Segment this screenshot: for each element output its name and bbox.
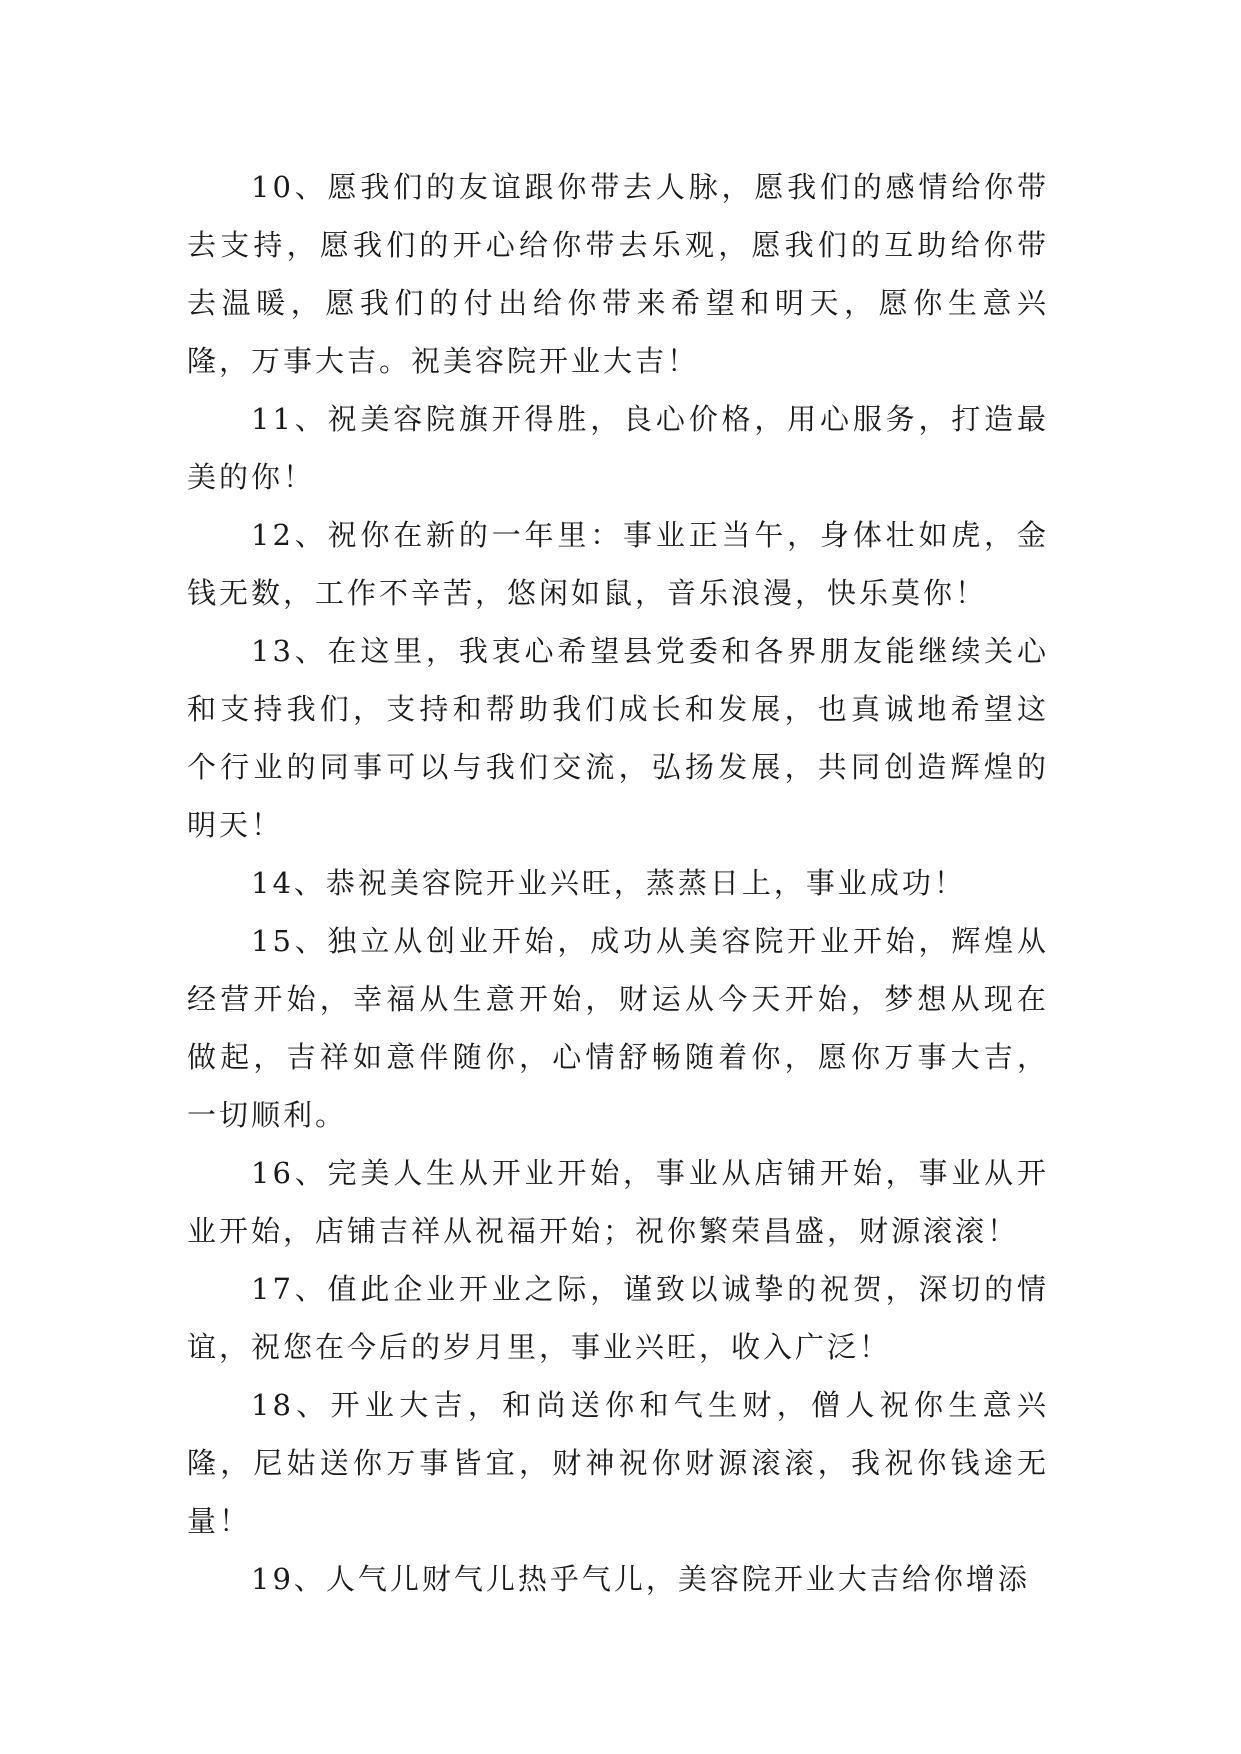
paragraph-10: 10、愿我们的友谊跟你带去人脉，愿我们的感情给你带去支持，愿我们的开心给你带去乐观，愿我们的互助给你带去温暖，愿我们的付出给你带来希望和明天，愿你生意兴隆，万事大吉。祝美容院开业大吉！ <box>187 170 1049 378</box>
paragraph-17: 17、值此企业开业之际，谨致以诚挚的祝贺，深切的情谊，祝您在今后的岁月里，事业兴旺，收入广泛！ <box>187 1272 1049 1364</box>
paragraph-13: 13、在这里，我衷心希望县党委和各界朋友能继续关心和支持我们，支持和帮助我们成长和发展，也真诚地希望这个行业的同事可以与我们交流，弘扬发展，共同创造辉煌的明天！ <box>187 634 1049 842</box>
paragraph-11: 11、祝美容院旗开得胜，良心价格，用心服务，打造最美的你！ <box>187 402 1049 494</box>
paragraph-12: 12、祝你在新的一年里：事业正当午，身体壮如虎，金钱无数，工作不辛苦，悠闲如鼠，音乐浪漫，快乐莫你！ <box>187 518 1049 610</box>
paragraph-15: 15、独立从创业开始，成功从美容院开业开始，辉煌从经营开始，幸福从生意开始，财运从今天开始，梦想从现在做起，吉祥如意伴随你，心情舒畅随着你，愿你万事大吉，一切顺利。 <box>187 924 1049 1132</box>
paragraph-14: 14、恭祝美容院开业兴旺，蒸蒸日上，事业成功！ <box>251 866 966 900</box>
paragraph-18: 18、开业大吉，和尚送你和气生财，僧人祝你生意兴隆，尼姑送你万事皆宜，财神祝你财源滚滚，我祝你钱途无量！ <box>187 1388 1049 1538</box>
paragraph-16: 16、完美人生从开业开始，事业从店铺开始，事业从开业开始，店铺吉祥从祝福开始；祝你繁荣昌盛，财源滚滚！ <box>187 1156 1049 1248</box>
document-body <box>187 158 1049 1608</box>
paragraph-19: 19、人气儿财气儿热乎气儿，美容院开业大吉给你增添 <box>251 1562 1030 1596</box>
